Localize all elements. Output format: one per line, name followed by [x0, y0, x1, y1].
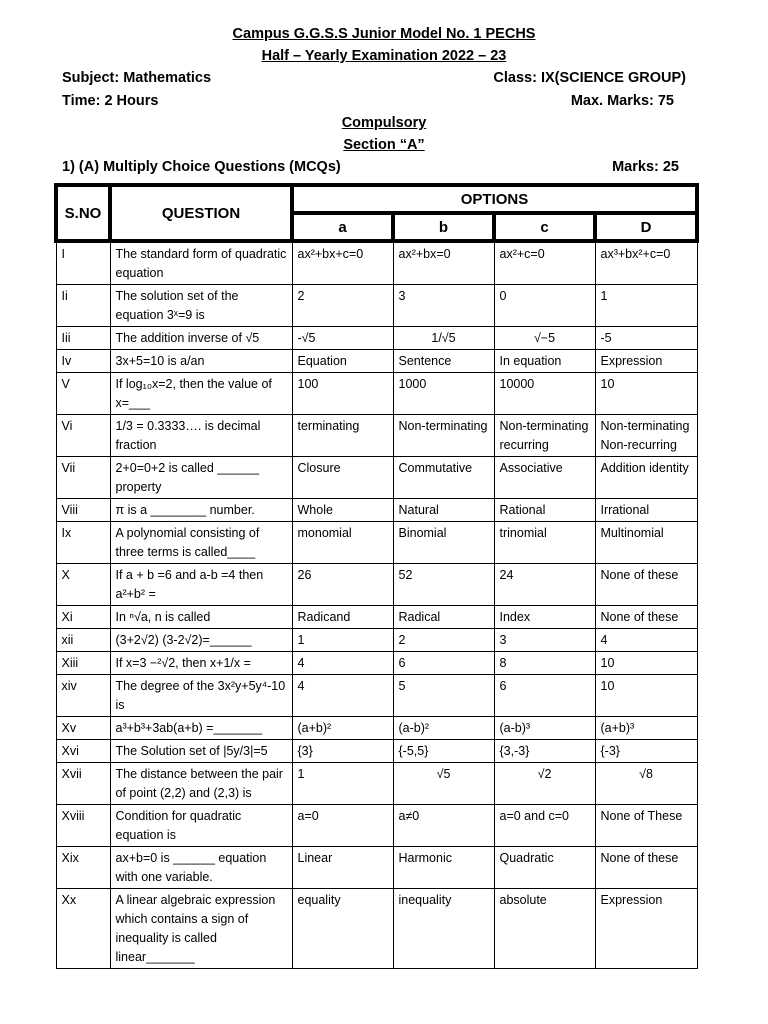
option-c-cell: √−5 [494, 327, 595, 350]
question-row [56, 522, 697, 564]
col-header-c: c [494, 213, 595, 241]
option-a-cell: terminating [292, 415, 393, 457]
option-b-cell: 3 [393, 285, 494, 327]
question-row [56, 652, 697, 675]
sno-cell: Ix [56, 522, 110, 564]
sno-cell: Vi [56, 415, 110, 457]
question-row [56, 717, 697, 740]
question-row [56, 373, 697, 415]
question-row [56, 763, 697, 805]
option-b-cell: Natural [393, 499, 494, 522]
sno-cell: X [56, 564, 110, 606]
sno-cell: xiv [56, 675, 110, 717]
option-a-cell: Radicand [292, 606, 393, 629]
option-d-cell: -5 [595, 327, 697, 350]
option-b-cell: {-5,5} [393, 740, 494, 763]
col-header-d: D [595, 213, 697, 241]
question-row [56, 847, 697, 889]
option-a-cell: 2 [292, 285, 393, 327]
class-label: Class: IX(SCIENCE GROUP) [493, 70, 686, 86]
col-header-b: b [393, 213, 494, 241]
option-b-cell: √5 [393, 763, 494, 805]
question-cell: The standard form of quadratic equation [110, 241, 292, 285]
sno-cell: Xi [56, 606, 110, 629]
sno-cell: Xviii [56, 805, 110, 847]
option-c-cell: Associative [494, 457, 595, 499]
option-a-cell: 4 [292, 675, 393, 717]
question-row [56, 606, 697, 629]
option-a-cell: Linear [292, 847, 393, 889]
option-c-cell: 0 [494, 285, 595, 327]
option-c-cell: In equation [494, 350, 595, 373]
question-row [56, 457, 697, 499]
option-a-cell: Equation [292, 350, 393, 373]
school-title: Campus G.G.S.S Junior Model No. 1 PECHS [232, 26, 536, 42]
question-row [56, 241, 697, 285]
question-cell: A polynomial consisting of three terms is called____ [110, 522, 292, 564]
option-a-cell: ax²+bx+c=0 [292, 241, 393, 285]
option-d-cell: Expression [595, 350, 697, 373]
question-cell: The solution set of the equation 3ˣ=9 is [110, 285, 292, 327]
option-c-cell: (a-b)³ [494, 717, 595, 740]
option-b-cell: 1/√5 [393, 327, 494, 350]
option-b-cell: Radical [393, 606, 494, 629]
option-d-cell: Irrational [595, 499, 697, 522]
option-d-cell: √8 [595, 763, 697, 805]
sno-cell: Xx [56, 889, 110, 969]
marks-label: Marks: 25 [612, 159, 679, 175]
question-row [56, 499, 697, 522]
option-c-cell: {3,-3} [494, 740, 595, 763]
subject-label: Subject: Mathematics [62, 70, 212, 86]
option-d-cell: (a+b)³ [595, 717, 697, 740]
question-cell: In ⁿ√a, n is called [110, 606, 292, 629]
sno-cell: Xvi [56, 740, 110, 763]
sno-cell: Iv [56, 350, 110, 373]
option-a-cell: equality [292, 889, 393, 969]
option-c-cell: 10000 [494, 373, 595, 415]
question-cell: If log₁₀x=2, then the value of x=___ [110, 373, 292, 415]
option-c-cell: Quadratic [494, 847, 595, 889]
question-cell: Condition for quadratic equation is [110, 805, 292, 847]
option-d-cell: 4 [595, 629, 697, 652]
option-d-cell: Expression [595, 889, 697, 969]
col-header-question: QUESTION [110, 185, 292, 241]
col-header-options: OPTIONS [292, 185, 697, 213]
option-d-cell: 1 [595, 285, 697, 327]
option-d-cell: Multinomial [595, 522, 697, 564]
option-b-cell: Harmonic [393, 847, 494, 889]
question-row [56, 675, 697, 717]
option-c-cell: √2 [494, 763, 595, 805]
sno-cell: Iii [56, 327, 110, 350]
sno-cell: Xvii [56, 763, 110, 805]
option-a-cell: 1 [292, 629, 393, 652]
option-a-cell: 4 [292, 652, 393, 675]
question-cell: If a + b =6 and a-b =4 then a²+b² = [110, 564, 292, 606]
option-b-cell: ax²+bx=0 [393, 241, 494, 285]
mcq-title: 1) (A) Multiply Choice Questions (MCQs) [62, 159, 341, 175]
option-d-cell: ax³+bx²+c=0 [595, 241, 697, 285]
mcq-table [54, 183, 699, 969]
option-d-cell: {-3} [595, 740, 697, 763]
question-row [56, 889, 697, 969]
sno-cell: xii [56, 629, 110, 652]
sno-cell: Vii [56, 457, 110, 499]
option-a-cell: Whole [292, 499, 393, 522]
question-row [56, 285, 697, 327]
option-b-cell: 5 [393, 675, 494, 717]
option-b-cell: Sentence [393, 350, 494, 373]
option-a-cell: a=0 [292, 805, 393, 847]
question-cell: The Solution set of |5y/3|=5 [110, 740, 292, 763]
option-b-cell: 6 [393, 652, 494, 675]
option-d-cell: 10 [595, 675, 697, 717]
question-cell: 3x+5=10 is a/an [110, 350, 292, 373]
question-cell: π is a ________ number. [110, 499, 292, 522]
option-b-cell: Commutative [393, 457, 494, 499]
question-cell: (3+2√2) (3-2√2)=______ [110, 629, 292, 652]
question-row [56, 564, 697, 606]
option-d-cell: None of these [595, 606, 697, 629]
option-a-cell: monomial [292, 522, 393, 564]
col-header-a: a [292, 213, 393, 241]
option-c-cell: 8 [494, 652, 595, 675]
option-b-cell: Binomial [393, 522, 494, 564]
time-row [62, 93, 674, 109]
subject-row [62, 70, 686, 86]
question-cell: 1/3 = 0.3333…. is decimal fraction [110, 415, 292, 457]
option-c-cell: trinomial [494, 522, 595, 564]
option-a-cell: 100 [292, 373, 393, 415]
option-c-cell: 24 [494, 564, 595, 606]
sno-cell: Ii [56, 285, 110, 327]
option-b-cell: (a-b)² [393, 717, 494, 740]
option-d-cell: Non-terminating Non-recurring [595, 415, 697, 457]
sno-cell: Viii [56, 499, 110, 522]
question-cell: 2+0=0+2 is called ______ property [110, 457, 292, 499]
sno-cell: Xv [56, 717, 110, 740]
option-a-cell: {3} [292, 740, 393, 763]
question-cell: The degree of the 3x²y+5y⁴-10 is [110, 675, 292, 717]
option-c-cell: Rational [494, 499, 595, 522]
option-a-cell: (a+b)² [292, 717, 393, 740]
option-b-cell: a≠0 [393, 805, 494, 847]
mcq-row [62, 159, 679, 175]
option-b-cell: Non-terminating [393, 415, 494, 457]
question-cell: The addition inverse of √5 [110, 327, 292, 350]
option-c-cell: 3 [494, 629, 595, 652]
question-row [56, 327, 697, 350]
max-marks-label: Max. Marks: 75 [570, 93, 674, 109]
option-c-cell: absolute [494, 889, 595, 969]
question-cell: A linear algebraic expression which contains a sign of inequality is called linear_______ [110, 889, 292, 969]
sno-cell: V [56, 373, 110, 415]
option-d-cell: None of these [595, 564, 697, 606]
time-label: Time: 2 Hours [62, 93, 159, 109]
section-heading: Section “A” [343, 137, 425, 153]
option-a-cell: -√5 [292, 327, 393, 350]
question-cell: ax+b=0 is ______ equation with one variable. [110, 847, 292, 889]
option-c-cell: a=0 and c=0 [494, 805, 595, 847]
option-c-cell: 6 [494, 675, 595, 717]
question-row [56, 350, 697, 373]
option-b-cell: 2 [393, 629, 494, 652]
option-b-cell: 52 [393, 564, 494, 606]
option-d-cell: 10 [595, 373, 697, 415]
compulsory-heading: Compulsory [341, 115, 427, 131]
question-cell: a³+b³+3ab(a+b) =_______ [110, 717, 292, 740]
question-cell: If x=3 −²√2, then x+1/x = [110, 652, 292, 675]
question-row [56, 805, 697, 847]
question-row [56, 740, 697, 763]
exam-title: Half – Yearly Examination 2022 – 23 [261, 48, 507, 64]
option-c-cell: Index [494, 606, 595, 629]
col-header-sno: S.NO [56, 185, 110, 241]
sno-cell: Xix [56, 847, 110, 889]
question-cell: The distance between the pair of point (2,2) and (2,3) is [110, 763, 292, 805]
option-d-cell: None of These [595, 805, 697, 847]
option-a-cell: Closure [292, 457, 393, 499]
option-c-cell: Non-terminating recurring [494, 415, 595, 457]
question-row [56, 629, 697, 652]
option-c-cell: ax²+c=0 [494, 241, 595, 285]
option-d-cell: None of these [595, 847, 697, 889]
option-a-cell: 26 [292, 564, 393, 606]
option-b-cell: inequality [393, 889, 494, 969]
sno-cell: I [56, 241, 110, 285]
option-b-cell: 1000 [393, 373, 494, 415]
question-row [56, 415, 697, 457]
sno-cell: Xiii [56, 652, 110, 675]
option-d-cell: Addition identity [595, 457, 697, 499]
option-d-cell: 10 [595, 652, 697, 675]
option-a-cell: 1 [292, 763, 393, 805]
